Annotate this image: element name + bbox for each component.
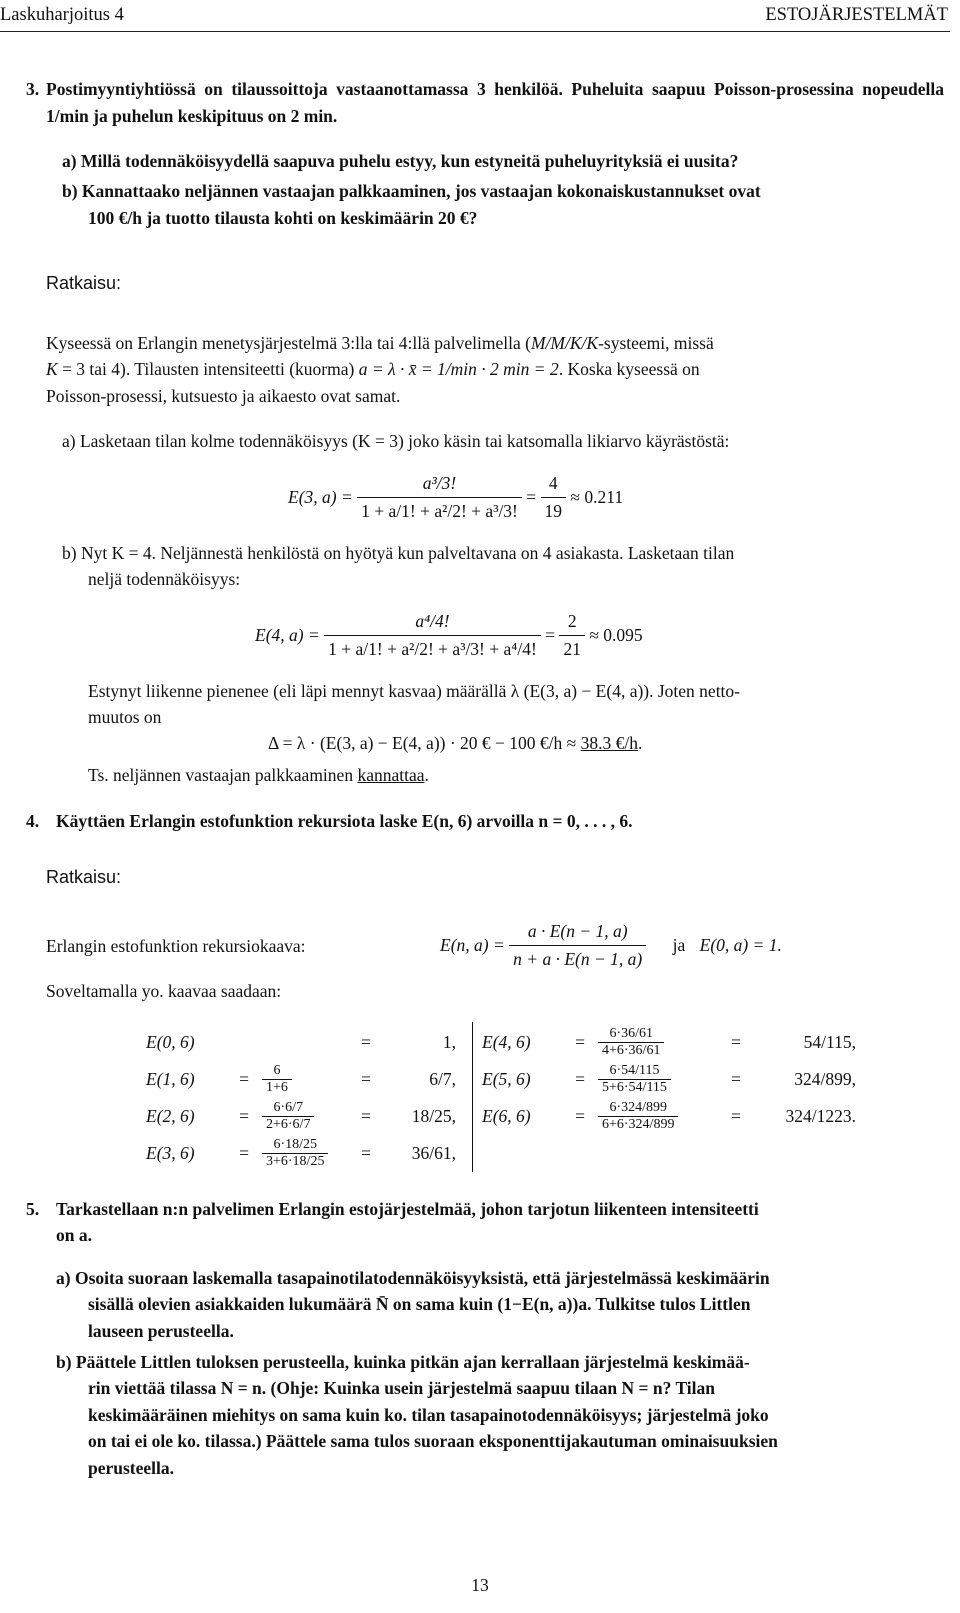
row-fraction-cell [262,1137,346,1170]
erlang-table-left [146,1024,466,1172]
recursion-formula [440,918,782,973]
problem-5-part-b-line2: rin viettää tilassa N = n. (Ohje: Kuinka usein järjestelmä saapuu tilaan N = n? Tilan [88,1378,716,1398]
problem-3-part-b-line1: b) Kannattaako neljännen vastaajan palkkaaminen, jos vastaajan kokonaiskustannukset ovat [62,181,761,201]
row-equals: = [239,1143,249,1163]
row-equals: = [575,1069,585,1089]
row-value: 54/115, [803,1032,856,1052]
solution-part-b-line2: neljä todennäköisyys: [88,569,241,589]
net-change-formula [268,730,642,757]
solution-intro-text-end: -systeemi, missä [598,333,714,353]
solution-part-b-line1: b) Nyt K = 4. Neljännestä henkilöstä on hyötyä kun palveltavana on 4 asiakasta. Lasketaan tilan [62,543,735,563]
erlang-table-row [146,1061,466,1098]
approx-value: ≈ 0.095 [589,625,643,645]
row-fraction [598,1026,664,1059]
recursion-denominator: n + a · E(n − 1, a) [509,945,646,973]
problem-5-statement-line2: on a. [56,1225,92,1245]
row-fraction-denominator: 4+6·36/61 [598,1042,664,1059]
row-fraction-cell [598,1100,716,1133]
formula-lhs: E(3, a) = [288,487,353,507]
row-fraction-denominator: 3+6·18/25 [262,1153,328,1170]
row-value: 36/61, [411,1143,456,1163]
problem-3-conclusion [88,762,429,789]
page-number: 13 [471,1575,489,1595]
row-fraction-numerator: 6·54/115 [609,1063,660,1078]
erlang-e3-formula [288,470,623,525]
formula-lhs: E(4, a) = [255,625,320,645]
fraction-denominator: 1 + a/1! + a²/2! + a³/3! + a⁴/4! [324,635,541,663]
problem-3-part-a: a) Millä todennäköisyydellä saapuva puhelu estyy, kun estyneitä puheluyrityksiä ei uusita? [62,151,739,171]
erlang-table-row [482,1061,862,1098]
result-denominator: 19 [541,497,567,525]
row-fraction-cell [598,1063,716,1096]
table-divider [472,1022,473,1172]
result-fraction [541,470,567,525]
fraction-denominator: 1 + a/1! + a²/2! + a³/3! [357,497,522,525]
row-fraction-numerator: 6 [273,1063,281,1078]
problem-3-number: 3. [26,79,40,99]
row-lhs: E(6, 6) [482,1106,531,1126]
problem-5-part-b-line3: keskimääräinen miehitys on sama kuin ko. tilan tasapainotodennäköisyys; järjestelmä joko [88,1405,769,1425]
solution-intro-text: Kyseessä on Erlangin menetysjärjestelmä 3:lla tai 4:llä palvelimella ( [46,333,531,353]
row-lhs: E(2, 6) [146,1106,195,1126]
equals-sign: = [545,625,556,645]
apply-label: Soveltamalla yo. kaavaa saadaan: [46,981,282,1001]
solution-intro-line3: Poisson-prosessi, kutsuesto ja aikaesto ovat samat. [46,386,401,406]
fraction-numerator: a⁴/4! [415,611,450,631]
load-formula: a = λ · x̄ = 1/min · 2 min = 2 [358,359,559,379]
result-numerator: 4 [548,473,558,493]
conclusion-text: Ts. neljännen vastaajan palkkaaminen [88,765,358,785]
kendall-notation: M/M/K/K [530,333,599,353]
fraction-numerator: a³/3! [422,473,457,493]
problem-5-part-b-line1: b) Päättele Littlen tuloksen perusteella, kuinka pitkän ajan kerrallaan järjestelmä keskimää- [56,1352,750,1372]
formula-fraction [324,608,541,663]
row-fraction-numerator: 6·18/25 [273,1137,317,1152]
traffic-change-line2: muutos on [88,707,162,727]
result-numerator: 2 [567,611,577,631]
problem-3-part-b-line2: 100 €/h ja tuotto tilausta kohti on keskimäärin 20 €? [88,208,478,228]
problem-5-part-b-line4: on tai ei ole ko. tilassa.) Päättele sama tulos suoraan eksponenttijakautuman ominaisuuksien [88,1431,778,1451]
row-equals-2: = [361,1069,371,1089]
row-fraction-denominator: 2+6·6/7 [262,1116,314,1133]
row-equals-2: = [361,1032,371,1052]
recursion-fraction [509,918,646,973]
row-equals: = [575,1106,585,1126]
row-equals: = [575,1032,585,1052]
problem-5-part-a-line3: lauseen perusteella. [88,1321,234,1341]
recursion-lhs: E(n, a) = [440,935,505,955]
row-fraction-cell [262,1063,346,1096]
problem-4-statement: Käyttäen Erlangin estofunktion rekursiota laske E(n, 6) arvoilla n = 0, . . . , 6. [56,811,633,831]
row-equals-2: = [361,1106,371,1126]
row-fraction-numerator: 6·6/7 [273,1100,303,1115]
equals-sign: = [526,487,537,507]
header-topic-title: ESTOJÄRJESTELMÄT [765,5,948,25]
intensity-text-end: . Koska kyseessä on [558,359,700,379]
row-fraction-cell [598,1026,716,1059]
row-fraction [262,1137,328,1170]
result-denominator: 21 [559,635,585,663]
row-lhs: E(4, 6) [482,1032,531,1052]
row-fraction-cell [262,1100,346,1133]
traffic-change-line1: Estynyt liikenne pienenee (eli läpi mennyt kasvaa) määrällä λ (E(3, a) − E(4, a)). Joten netto- [88,681,740,701]
problem-5-part-a-line1: a) Osoita suoraan laskemalla tasapainotilatodennäköisyyksistä, että järjestelmässä keskimäärin [56,1268,770,1288]
row-fraction-denominator: 5+6·54/115 [598,1079,671,1096]
problem-4-solution-label: Ratkaisu: [46,867,122,887]
problem-5-part-b-line5: perusteella. [88,1458,175,1478]
row-value: 1, [442,1032,456,1052]
solution-intro-line1 [46,330,714,357]
erlang-e4-formula [255,608,643,663]
erlang-table-row [146,1135,466,1172]
recursion-numerator: a · E(n − 1, a) [527,921,628,941]
row-value: 6/7, [429,1069,456,1089]
row-fraction-denominator: 6+6·324/899 [598,1116,678,1133]
row-equals-2: = [731,1069,741,1089]
solution-part-a-text: a) Lasketaan tilan kolme todennäköisyys (K = 3) joko käsin tai katsomalla likiarvo käyrästöstä: [62,431,730,451]
formula-fraction [357,470,522,525]
erlang-table-right [482,1024,862,1135]
row-value: 18/25, [411,1106,456,1126]
row-equals-2: = [731,1106,741,1126]
erlang-table-row [482,1024,862,1061]
problem-5-statement-line1: Tarkastellaan n:n palvelimen Erlangin estojärjestelmää, johon tarjotun liikenteen intensiteetti [56,1199,759,1219]
erlang-table-row [482,1098,862,1135]
conclusion-period: . [424,765,429,785]
row-equals-2: = [361,1143,371,1163]
row-fraction [262,1100,314,1133]
recursion-initial: E(0, a) = 1. [699,935,782,955]
row-equals-2: = [731,1032,741,1052]
row-lhs: E(3, 6) [146,1143,195,1163]
solution-intro-line2 [46,356,700,383]
delta-result: 38.3 €/h [580,733,639,753]
intensity-text: = 3 tai 4). Tilausten intensiteetti (kuorma) [57,359,359,379]
problem-5-part-a-line2: sisällä olevien asiakkaiden lukumäärä N̄ on sama kuin (1−E(n, a))a. Tulkitse tulos Littlen [88,1294,751,1314]
delta-period: . [638,733,643,753]
row-fraction [262,1063,292,1096]
row-value: 324/899, [794,1069,856,1089]
row-lhs: E(1, 6) [146,1069,195,1089]
approx-value: ≈ 0.211 [570,487,624,507]
recursion-label: Erlangin estofunktion rekursiokaava: [46,936,306,956]
recursion-and: ja [672,935,686,955]
variable-k: K [46,359,58,379]
row-fraction [598,1063,671,1096]
result-fraction [559,608,585,663]
problem-3-statement: Postimyyntiyhtiössä on tilaussoittoja vastaanottamassa 3 henkilöä. Puheluita saapuu Poisson-prosessina nopeudella 1/min ja puhelun keskipituus on 2 min. [46,79,944,126]
problem-4-number: 4. [26,811,40,831]
row-fraction [598,1100,678,1133]
row-equals: = [239,1069,249,1089]
header-course-title: Laskuharjoitus 4 [0,5,124,25]
row-fraction-numerator: 6·324/899 [609,1100,667,1115]
problem-3-solution-label: Ratkaisu: [46,273,122,293]
conclusion-answer: kannattaa [357,765,425,785]
problem-5-number: 5. [26,1199,40,1219]
erlang-table-row [146,1098,466,1135]
erlang-table-row [146,1024,466,1061]
row-equals: = [239,1106,249,1126]
header-divider [0,31,950,32]
row-value: 324/1223. [785,1106,856,1126]
row-fraction-denominator: 1+6 [262,1079,292,1096]
row-lhs: E(0, 6) [146,1032,195,1052]
delta-expression: Δ = λ · (E(3, a) − E(4, a)) · 20 € − 100 €/h ≈ [268,733,581,753]
row-lhs: E(5, 6) [482,1069,531,1089]
row-fraction-numerator: 6·36/61 [609,1026,653,1041]
